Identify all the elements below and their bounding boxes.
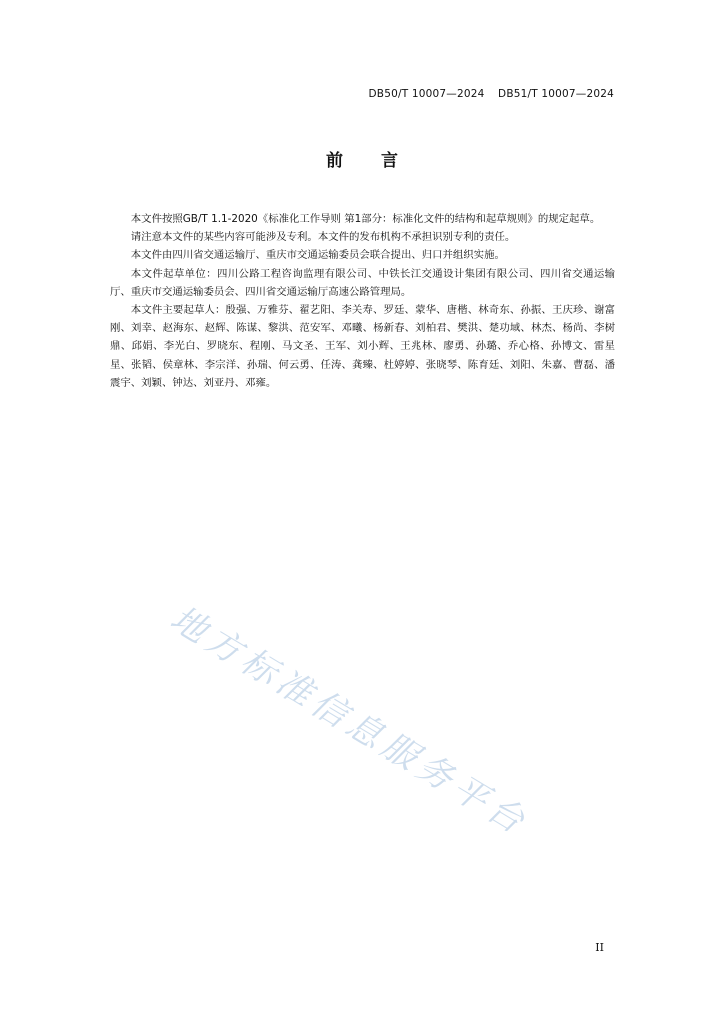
paragraph-drafting-rules: 本文件按照GB/T 1.1-2020《标准化工作导则 第1部分：标准化文件的结构和起草规则》的规定起草。 <box>130 213 601 225</box>
paragraph-drafting-units: 本文件起草单位：四川公路工程咨询监理有限公司、中铁长江交通设计集团有限公司、四川省交通运输厅、重庆市交通运输委员会、四川省交通运输厅高速公路管理局。 <box>110 267 615 298</box>
watermark-text: 地方标准信息服务平台 <box>163 598 536 845</box>
page-title: 前言 <box>326 151 436 171</box>
paragraph-proposer: 本文件由四川省交通运输厅、重庆市交通运输委员会联合提出、归口并组织实施。 <box>130 249 505 262</box>
page-number: II <box>595 941 604 954</box>
standard-code-chongqing: DB50/T 10007—2024 <box>368 88 485 100</box>
standard-code-header <box>369 88 614 100</box>
paragraph-drafters: 本文件主要起草人：殷强、万雅芬、翟艺阳、李关寿、罗廷、蒙华、唐楷、林奇东、孙振、王庆珍、谢富刚、刘幸、赵海东、赵辉、陈谋、黎洪、范安军、邓曦、杨新春、刘柏君、樊洪、楚功域、林杰、杨尚、李树鼎、邱娟、李光白、罗晓东、程刚、马文圣、王军、刘小辉、王兆林、廖勇、孙璐、乔心格、孙博文、雷星星、张韬、侯章林、李宗洋、孙瑞、何云勇、任涛、龚臻、杜婷婷、张晓琴、陈育廷、刘阳、朱嘉、曹磊、潘震宇、刘颖、钟达、刘亚丹、邓雍。 <box>110 304 615 389</box>
standard-code-sichuan: DB51/T 10007—2024 <box>498 88 614 100</box>
foreword-body <box>110 210 615 392</box>
paragraph-patent-notice: 请注意本文件的某些内容可能涉及专利。本文件的发布机构不承担识别专利的责任。 <box>130 231 516 244</box>
